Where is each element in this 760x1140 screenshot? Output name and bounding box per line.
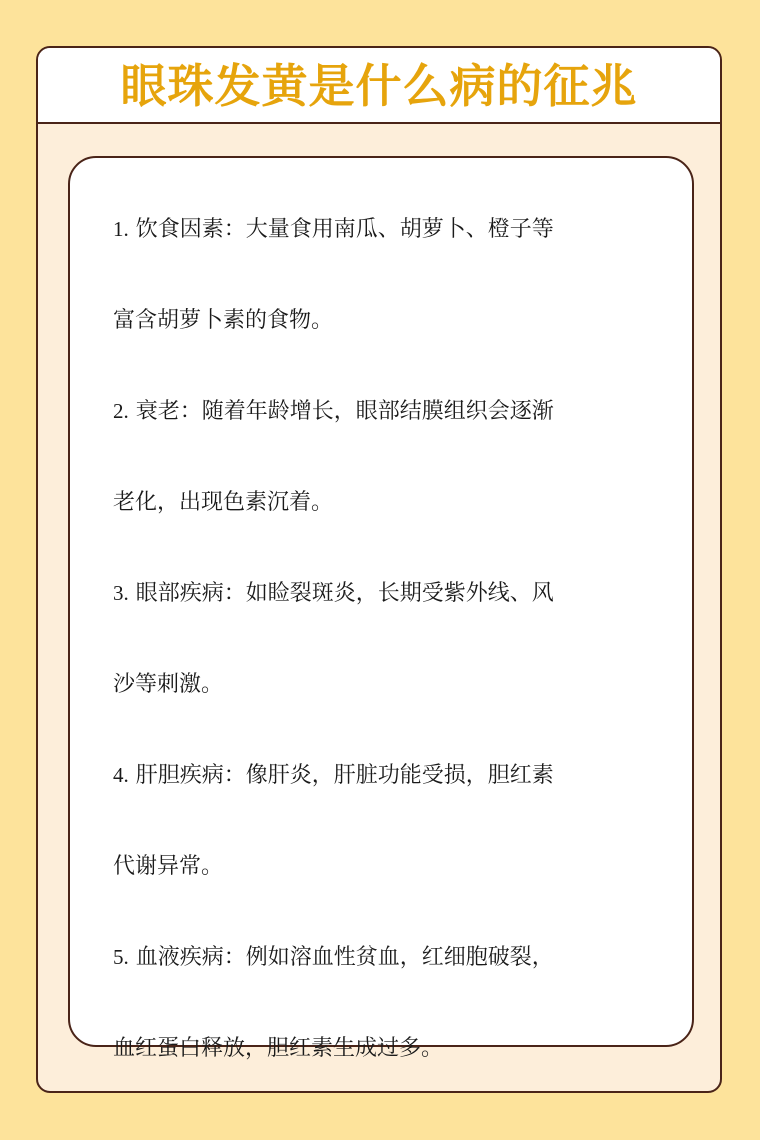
item-text: 饮食因素：大量食用南瓜、胡萝卜、橙子等 <box>135 217 554 242</box>
outer-card <box>36 46 722 1093</box>
list-item-4 <box>113 730 673 822</box>
item-text: 肝胆疾病：像肝炎，肝脏功能受损，胆红素 <box>135 763 554 788</box>
item-number: 3. <box>113 581 129 605</box>
list-item-4-cont: 代谢异常。 <box>113 853 224 879</box>
list-item-3-cont: 沙等刺激。 <box>113 671 224 697</box>
content-list <box>113 184 673 1093</box>
item-number: 4. <box>113 763 129 787</box>
list-item-2 <box>113 366 673 458</box>
list-item-3 <box>113 548 673 640</box>
list-item-1 <box>113 184 673 276</box>
title-bar <box>38 48 720 124</box>
item-text: 眼部疾病：如睑裂斑炎，长期受紫外线、风 <box>135 581 554 606</box>
list-item-1-cont: 富含胡萝卜素的食物。 <box>113 307 334 333</box>
item-number: 1. <box>113 217 129 241</box>
list-item-5-cont: 血红蛋白释放，胆红素生成过多。 <box>113 1035 444 1061</box>
item-text: 衰老：随着年龄增长，眼部结膜组织会逐渐 <box>135 399 554 424</box>
item-text: 血液疾病：例如溶血性贫血，红细胞破裂， <box>135 945 554 970</box>
list-item-2-cont: 老化，出现色素沉着。 <box>113 489 334 515</box>
list-item-5 <box>113 912 673 1004</box>
content-card <box>68 156 694 1061</box>
item-number: 2. <box>113 399 129 423</box>
item-number: 5. <box>113 945 129 969</box>
page-title: 眼珠发黄是什么病的征兆 <box>120 59 638 113</box>
